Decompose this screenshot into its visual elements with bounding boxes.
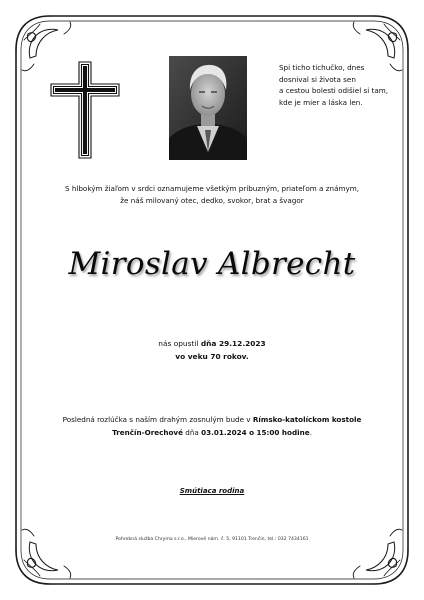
funeral-text: Posledná rozlúčka s naším drahým zosnulým bude v xyxy=(62,415,251,424)
mourning-family: Smútiaca rodina xyxy=(179,487,245,495)
death-date: dňa 29.12.2023 xyxy=(200,339,266,348)
funeral-end: . xyxy=(309,427,312,437)
funeral-line-1 xyxy=(0,414,424,427)
funeral-date-time: 03.01.2024 o 15:00 hodine xyxy=(201,427,310,437)
death-age: vo veku 70 rokov. xyxy=(175,351,249,361)
death-info xyxy=(0,338,424,363)
deceased-name: Miroslav Albrecht xyxy=(68,246,356,282)
funeral-line-2 xyxy=(0,427,424,440)
verse-line: dosnival si života sen xyxy=(279,74,356,84)
verse-line: Spi ticho tichučko, dnes xyxy=(279,63,365,72)
funeral-info xyxy=(0,414,424,440)
portrait-photo xyxy=(169,56,247,160)
verse-line: kde je mier a láska len. xyxy=(279,97,363,107)
funeral-service-footer: Pohrebná služba Chryma s.r.o., Mierové nám. č. 5, 91101 Trenčín, tel.: 032 7434161 xyxy=(115,537,309,542)
intro-line: S hlbokým žiaľom v srdci oznamujeme všetkým príbuzným, priateľom a známym, xyxy=(64,184,360,193)
funeral-day-word: dňa xyxy=(185,427,199,437)
funeral-place: Rímsko-katolíckom kostole xyxy=(252,415,362,424)
announcement-intro xyxy=(20,183,404,208)
funeral-town: Trenčín-Orechové xyxy=(112,427,183,437)
death-prefix: nás opustil xyxy=(158,339,199,348)
intro-line: že náš milovaný otec, dedko, svokor, brat a švagor xyxy=(120,196,304,206)
latin-cross-icon xyxy=(47,60,123,160)
memorial-verse xyxy=(279,62,409,108)
verse-line: a cestou bolesti odišiel si tam, xyxy=(279,86,389,96)
death-date-line xyxy=(0,338,424,351)
